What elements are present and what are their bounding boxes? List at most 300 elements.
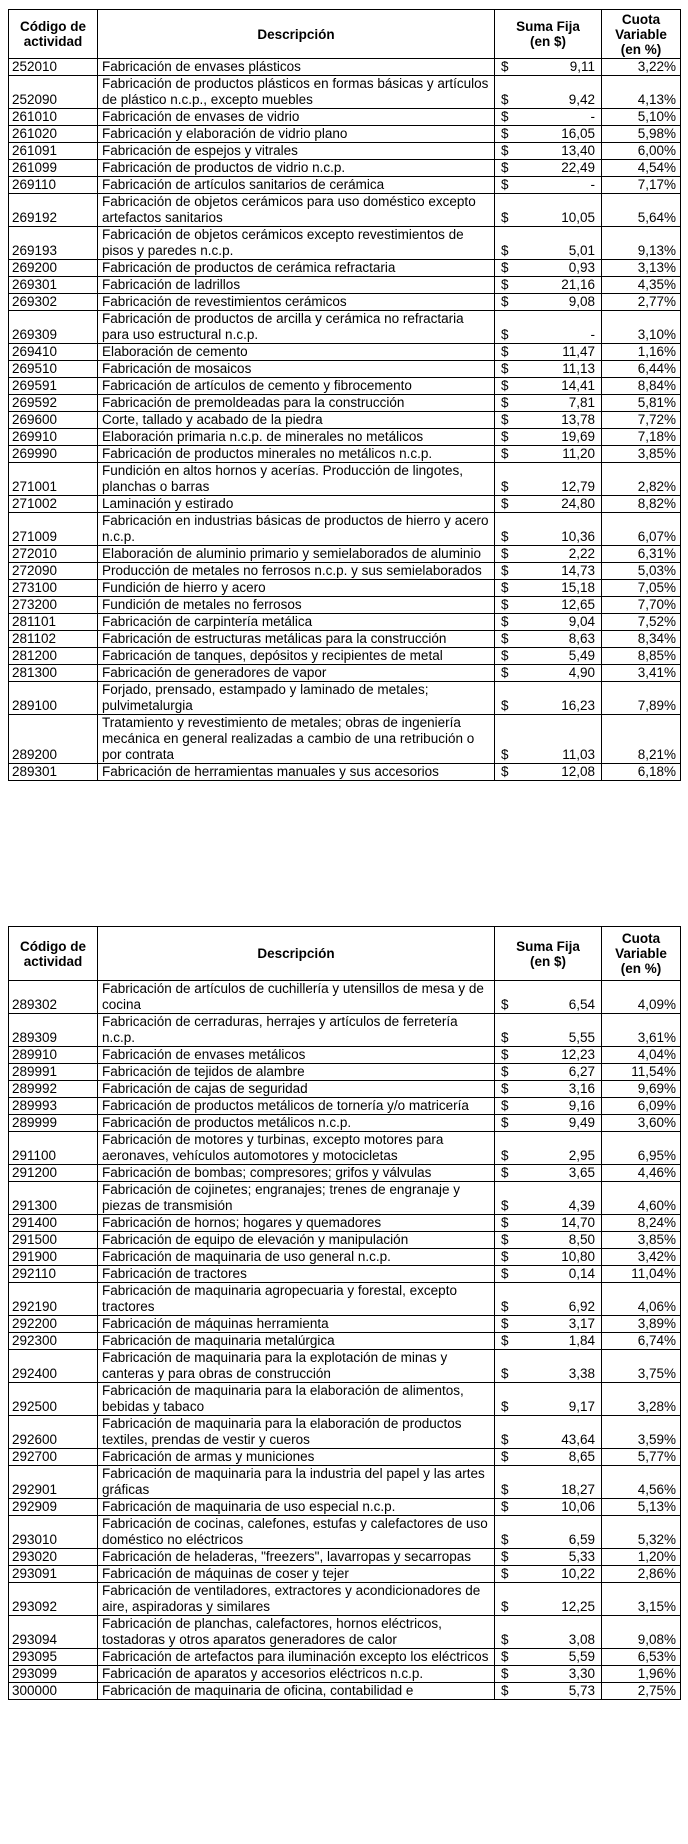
table-row xyxy=(9,1449,681,1466)
fixed-sum-value: 4,90 xyxy=(523,665,602,682)
currency-symbol: $ xyxy=(495,1416,523,1449)
table-row xyxy=(9,1350,681,1383)
table-row xyxy=(9,395,681,412)
activity-description: Fabricación de cojinetes; engranajes; trenes de engranaje y piezas de transmisión xyxy=(98,1182,495,1215)
activity-code: 269200 xyxy=(9,260,98,277)
activity-description: Fabricación de planchas, calefactores, hornos eléctricos, tostadoras y otros aparatos generadores de calor xyxy=(98,1616,495,1649)
currency-symbol: $ xyxy=(495,143,523,160)
activity-description: Fabricación de artefactos para iluminación excepto los eléctricos xyxy=(98,1649,495,1666)
table-row xyxy=(9,1266,681,1283)
activity-code: 269990 xyxy=(9,446,98,463)
activity-code: 252010 xyxy=(9,59,98,76)
activity-code: 289993 xyxy=(9,1098,98,1115)
activity-description: Fabricación de mosaicos xyxy=(98,361,495,378)
activity-description: Fabricación de equipo de elevación y manipulación xyxy=(98,1232,495,1249)
variable-rate-value: 9,69% xyxy=(602,1081,681,1098)
currency-symbol: $ xyxy=(495,1232,523,1249)
variable-rate-value: 2,86% xyxy=(602,1566,681,1583)
activity-code: 273200 xyxy=(9,597,98,614)
currency-symbol: $ xyxy=(495,1266,523,1283)
variable-rate-value: 6,53% xyxy=(602,1649,681,1666)
activity-code: 269192 xyxy=(9,194,98,227)
currency-symbol: $ xyxy=(495,1249,523,1266)
activity-code: 292300 xyxy=(9,1333,98,1350)
currency-symbol: $ xyxy=(495,412,523,429)
activity-description: Fabricación de objetos cerámicos excepto revestimientos de pisos y paredes n.c.p. xyxy=(98,227,495,260)
table-row xyxy=(9,1416,681,1449)
activity-code: 289100 xyxy=(9,682,98,715)
fixed-sum-value: 2,22 xyxy=(523,546,602,563)
currency-symbol: $ xyxy=(495,546,523,563)
activity-description: Fabricación de artículos sanitarios de cerámica xyxy=(98,177,495,194)
table-row xyxy=(9,563,681,580)
table-row xyxy=(9,76,681,109)
fixed-sum-value: 24,80 xyxy=(523,496,602,513)
table-row xyxy=(9,143,681,160)
fixed-sum-value: 18,27 xyxy=(523,1466,602,1499)
fixed-sum-value: 8,63 xyxy=(523,631,602,648)
currency-symbol: $ xyxy=(495,227,523,260)
activity-code: 292400 xyxy=(9,1350,98,1383)
table-row xyxy=(9,311,681,344)
variable-rate-value: 1,96% xyxy=(602,1666,681,1683)
activity-code: 261020 xyxy=(9,126,98,143)
variable-rate-value: 9,13% xyxy=(602,227,681,260)
activity-description: Fundición de metales no ferrosos xyxy=(98,597,495,614)
table-row xyxy=(9,177,681,194)
variable-rate-value: 7,72% xyxy=(602,412,681,429)
currency-symbol: $ xyxy=(495,1616,523,1649)
table-row xyxy=(9,1249,681,1266)
fixed-sum-value: 8,50 xyxy=(523,1232,602,1249)
currency-symbol: $ xyxy=(495,378,523,395)
table-row xyxy=(9,1232,681,1249)
currency-symbol: $ xyxy=(495,580,523,597)
fixed-sum-value: - xyxy=(523,109,602,126)
variable-rate-value: 7,05% xyxy=(602,580,681,597)
variable-rate-value: 3,41% xyxy=(602,665,681,682)
fixed-sum-value: 7,81 xyxy=(523,395,602,412)
table-row xyxy=(9,1115,681,1132)
fixed-sum-value: 10,22 xyxy=(523,1566,602,1583)
currency-symbol: $ xyxy=(495,395,523,412)
currency-symbol: $ xyxy=(495,631,523,648)
variable-rate-value: 7,17% xyxy=(602,177,681,194)
activity-description: Fabricación de maquinaria para la industria del papel y las artes gráficas xyxy=(98,1466,495,1499)
currency-symbol: $ xyxy=(495,109,523,126)
currency-symbol: $ xyxy=(495,1132,523,1165)
currency-symbol: $ xyxy=(495,194,523,227)
activity-description: Fabricación de máquinas herramienta xyxy=(98,1316,495,1333)
activity-description: Fabricación de artículos de cuchillería y utensillos de mesa y de cocina xyxy=(98,981,495,1014)
variable-rate-value: 5,13% xyxy=(602,1499,681,1516)
fixed-sum-value: 11,03 xyxy=(523,715,602,764)
fixed-sum-value: 11,20 xyxy=(523,446,602,463)
table-row xyxy=(9,1215,681,1232)
variable-rate-value: 3,61% xyxy=(602,1014,681,1047)
fixed-sum-value: 9,04 xyxy=(523,614,602,631)
table-row xyxy=(9,1383,681,1416)
activity-code: 289992 xyxy=(9,1081,98,1098)
variable-rate-value: 4,56% xyxy=(602,1466,681,1499)
fixed-sum-value: 15,18 xyxy=(523,580,602,597)
variable-rate-value: 6,00% xyxy=(602,143,681,160)
variable-rate-value: 6,09% xyxy=(602,1098,681,1115)
fixed-sum-value: 9,16 xyxy=(523,1098,602,1115)
fixed-sum-value: 9,42 xyxy=(523,76,602,109)
activity-description: Fabricación de productos metálicos de tornería y/o matricería xyxy=(98,1098,495,1115)
variable-rate-value: 3,13% xyxy=(602,260,681,277)
fixed-sum-value: 9,11 xyxy=(523,59,602,76)
table-row xyxy=(9,614,681,631)
activity-description: Fabricación de maquinaria para la elaboración de productos textiles, prendas de vestir y cueros xyxy=(98,1416,495,1449)
currency-symbol: $ xyxy=(495,1064,523,1081)
table-row xyxy=(9,715,681,764)
variable-rate-value: 3,85% xyxy=(602,1232,681,1249)
currency-symbol: $ xyxy=(495,764,523,781)
activity-code: 271001 xyxy=(9,463,98,496)
table-row xyxy=(9,1333,681,1350)
activity-description: Fabricación de maquinaria de uso general n.c.p. xyxy=(98,1249,495,1266)
fixed-sum-value: 12,08 xyxy=(523,764,602,781)
activity-description: Fabricación de artículos de cemento y fibrocemento xyxy=(98,378,495,395)
currency-symbol: $ xyxy=(495,648,523,665)
table-row xyxy=(9,1666,681,1683)
activity-code: 293091 xyxy=(9,1566,98,1583)
activity-code: 289301 xyxy=(9,764,98,781)
variable-rate-value: 3,85% xyxy=(602,446,681,463)
activity-description: Fabricación de estructuras metálicas para la construcción xyxy=(98,631,495,648)
table-row xyxy=(9,1683,681,1700)
table-row xyxy=(9,1182,681,1215)
activity-description: Fabricación de maquinaria agropecuaria y forestal, excepto tractores xyxy=(98,1283,495,1316)
currency-symbol: $ xyxy=(495,1566,523,1583)
activity-description: Fabricación de motores y turbinas, excepto motores para aeronaves, vehículos automotores y motocicletas xyxy=(98,1132,495,1165)
variable-rate-value: 4,54% xyxy=(602,160,681,177)
fixed-sum-value: 3,38 xyxy=(523,1350,602,1383)
activity-description: Fabricación de envases de vidrio xyxy=(98,109,495,126)
table-row xyxy=(9,429,681,446)
currency-symbol: $ xyxy=(495,665,523,682)
activity-code: 292700 xyxy=(9,1449,98,1466)
activity-description: Fabricación de generadores de vapor xyxy=(98,665,495,682)
header-code: Código de actividad xyxy=(9,927,98,981)
table-row xyxy=(9,1649,681,1666)
activity-code: 289999 xyxy=(9,1115,98,1132)
currency-symbol: $ xyxy=(495,59,523,76)
header-variable-rate: Cuota Variable (en %) xyxy=(602,927,681,981)
variable-rate-value: 7,89% xyxy=(602,682,681,715)
activity-description: Fabricación de tanques, depósitos y recipientes de metal xyxy=(98,648,495,665)
variable-rate-value: 2,75% xyxy=(602,1683,681,1700)
activity-description: Fundición de hierro y acero xyxy=(98,580,495,597)
variable-rate-value: 3,75% xyxy=(602,1350,681,1383)
currency-symbol: $ xyxy=(495,1583,523,1616)
table-row xyxy=(9,1098,681,1115)
activity-description: Fabricación de armas y municiones xyxy=(98,1449,495,1466)
activity-code: 291400 xyxy=(9,1215,98,1232)
activity-description: Fabricación de carpintería metálica xyxy=(98,614,495,631)
activity-description: Fabricación de espejos y vitrales xyxy=(98,143,495,160)
activity-code: 269591 xyxy=(9,378,98,395)
currency-symbol: $ xyxy=(495,1666,523,1683)
variable-rate-value: 5,77% xyxy=(602,1449,681,1466)
activity-code: 292200 xyxy=(9,1316,98,1333)
activity-code: 269301 xyxy=(9,277,98,294)
fixed-sum-value: 12,25 xyxy=(523,1583,602,1616)
currency-symbol: $ xyxy=(495,1449,523,1466)
currency-symbol: $ xyxy=(495,311,523,344)
currency-symbol: $ xyxy=(495,1333,523,1350)
variable-rate-value: 3,10% xyxy=(602,311,681,344)
variable-rate-value: 4,13% xyxy=(602,76,681,109)
currency-symbol: $ xyxy=(495,1047,523,1064)
variable-rate-value: 8,21% xyxy=(602,715,681,764)
variable-rate-value: 8,85% xyxy=(602,648,681,665)
fixed-sum-value: 16,05 xyxy=(523,126,602,143)
fixed-sum-value: 4,39 xyxy=(523,1182,602,1215)
activity-code: 261099 xyxy=(9,160,98,177)
activity-description: Fabricación de cocinas, calefones, estufas y calefactores de uso doméstico no eléctricos xyxy=(98,1516,495,1549)
variable-rate-value: 3,59% xyxy=(602,1416,681,1449)
currency-symbol: $ xyxy=(495,463,523,496)
activity-code: 293095 xyxy=(9,1649,98,1666)
currency-symbol: $ xyxy=(495,496,523,513)
fixed-sum-value: 3,08 xyxy=(523,1616,602,1649)
fixed-sum-value: 14,70 xyxy=(523,1215,602,1232)
activity-description: Corte, tallado y acabado de la piedra xyxy=(98,412,495,429)
variable-rate-value: 5,64% xyxy=(602,194,681,227)
table-row xyxy=(9,1064,681,1081)
table-row xyxy=(9,227,681,260)
activity-description: Fabricación de premoldeadas para la construcción xyxy=(98,395,495,412)
variable-rate-value: 6,07% xyxy=(602,513,681,546)
currency-symbol: $ xyxy=(495,1115,523,1132)
table-row xyxy=(9,194,681,227)
fixed-sum-value: 5,59 xyxy=(523,1649,602,1666)
variable-rate-value: 4,06% xyxy=(602,1283,681,1316)
table-row xyxy=(9,59,681,76)
activity-code: 291300 xyxy=(9,1182,98,1215)
variable-rate-value: 5,98% xyxy=(602,126,681,143)
activity-code: 269193 xyxy=(9,227,98,260)
activity-description: Fabricación de maquinaria de uso especial n.c.p. xyxy=(98,1499,495,1516)
table-row xyxy=(9,981,681,1014)
currency-symbol: $ xyxy=(495,1683,523,1700)
activity-code: 289200 xyxy=(9,715,98,764)
fixed-sum-value: 16,23 xyxy=(523,682,602,715)
variable-rate-value: 3,22% xyxy=(602,59,681,76)
currency-symbol: $ xyxy=(495,126,523,143)
activity-description: Forjado, prensado, estampado y laminado de metales; pulvimetalurgia xyxy=(98,682,495,715)
fixed-sum-value: 9,17 xyxy=(523,1383,602,1416)
variable-rate-value: 5,32% xyxy=(602,1516,681,1549)
activity-description: Fabricación de ventiladores, extractores y acondicionadores de aire, aspiradoras y similares xyxy=(98,1583,495,1616)
table-row xyxy=(9,513,681,546)
activity-code: 261091 xyxy=(9,143,98,160)
variable-rate-value: 8,84% xyxy=(602,378,681,395)
activity-code: 272010 xyxy=(9,546,98,563)
activity-description: Fabricación de ladrillos xyxy=(98,277,495,294)
variable-rate-value: 2,77% xyxy=(602,294,681,311)
activity-description: Fabricación de envases plásticos xyxy=(98,59,495,76)
fixed-sum-value: 19,69 xyxy=(523,429,602,446)
fixed-sum-value: 5,49 xyxy=(523,648,602,665)
activity-code: 291900 xyxy=(9,1249,98,1266)
variable-rate-value: 9,08% xyxy=(602,1616,681,1649)
activity-code: 269302 xyxy=(9,294,98,311)
header-fixed-sum: Suma Fija (en $) xyxy=(495,927,602,981)
activity-code: 271002 xyxy=(9,496,98,513)
currency-symbol: $ xyxy=(495,76,523,109)
currency-symbol: $ xyxy=(495,1014,523,1047)
fixed-sum-value: 9,49 xyxy=(523,1115,602,1132)
currency-symbol: $ xyxy=(495,1383,523,1416)
variable-rate-value: 11,04% xyxy=(602,1266,681,1283)
table-row xyxy=(9,344,681,361)
activity-description: Fabricación de hornos; hogares y quemadores xyxy=(98,1215,495,1232)
activity-code: 289302 xyxy=(9,981,98,1014)
activity-description: Fabricación de maquinaria para la explotación de minas y canteras y para obras de construcción xyxy=(98,1350,495,1383)
table-body xyxy=(9,59,681,781)
activity-description: Fabricación de productos plásticos en formas básicas y artículos de plástico n.c.p., excepto muebles xyxy=(98,76,495,109)
fixed-sum-value: 14,41 xyxy=(523,378,602,395)
fixed-sum-value: 2,95 xyxy=(523,1132,602,1165)
activity-description: Fabricación de maquinaria para la elaboración de alimentos, bebidas y tabaco xyxy=(98,1383,495,1416)
currency-symbol: $ xyxy=(495,260,523,277)
table-row xyxy=(9,1616,681,1649)
variable-rate-value: 3,28% xyxy=(602,1383,681,1416)
currency-symbol: $ xyxy=(495,1466,523,1499)
activity-description: Elaboración primaria n.c.p. de minerales no metálicos xyxy=(98,429,495,446)
activity-code: 293094 xyxy=(9,1616,98,1649)
table-row xyxy=(9,1466,681,1499)
table-row xyxy=(9,260,681,277)
activity-description: Tratamiento y revestimiento de metales; obras de ingeniería mecánica en general realizadas a cambio de una retribución o por contrata xyxy=(98,715,495,764)
currency-symbol: $ xyxy=(495,682,523,715)
fixed-sum-value: 3,17 xyxy=(523,1316,602,1333)
fixed-sum-value: 3,30 xyxy=(523,1666,602,1683)
activity-description: Elaboración de cemento xyxy=(98,344,495,361)
fixed-sum-value: 6,92 xyxy=(523,1283,602,1316)
table-row xyxy=(9,648,681,665)
header-code: Código de actividad xyxy=(9,10,98,59)
currency-symbol: $ xyxy=(495,981,523,1014)
currency-symbol: $ xyxy=(495,177,523,194)
fixed-sum-value: 11,13 xyxy=(523,361,602,378)
table-row xyxy=(9,1165,681,1182)
fixed-sum-value: 1,84 xyxy=(523,1333,602,1350)
activity-code: 261010 xyxy=(9,109,98,126)
activity-code: 269309 xyxy=(9,311,98,344)
activity-code: 289309 xyxy=(9,1014,98,1047)
activity-code: 289910 xyxy=(9,1047,98,1064)
table-row xyxy=(9,446,681,463)
table-row xyxy=(9,294,681,311)
header-fixed-sum: Suma Fija (en $) xyxy=(495,10,602,59)
table-row xyxy=(9,682,681,715)
variable-rate-value: 6,31% xyxy=(602,546,681,563)
variable-rate-value: 1,20% xyxy=(602,1549,681,1566)
currency-symbol: $ xyxy=(495,1283,523,1316)
fixed-sum-value: 10,80 xyxy=(523,1249,602,1266)
fixed-sum-value: 11,47 xyxy=(523,344,602,361)
fixed-sum-value: 14,73 xyxy=(523,563,602,580)
fixed-sum-value: 12,65 xyxy=(523,597,602,614)
activity-description: Fabricación de productos minerales no metálicos n.c.p. xyxy=(98,446,495,463)
activity-description: Fabricación de tejidos de alambre xyxy=(98,1064,495,1081)
header-variable-rate: Cuota Variable (en %) xyxy=(602,10,681,59)
activity-code: 291500 xyxy=(9,1232,98,1249)
fixed-sum-value: 6,54 xyxy=(523,981,602,1014)
variable-rate-value: 3,15% xyxy=(602,1583,681,1616)
table-row xyxy=(9,1283,681,1316)
currency-symbol: $ xyxy=(495,1081,523,1098)
variable-rate-value: 8,82% xyxy=(602,496,681,513)
table-row xyxy=(9,277,681,294)
table-row xyxy=(9,412,681,429)
variable-rate-value: 8,24% xyxy=(602,1215,681,1232)
variable-rate-value: 5,03% xyxy=(602,563,681,580)
variable-rate-value: 4,60% xyxy=(602,1182,681,1215)
table-row xyxy=(9,1549,681,1566)
currency-symbol: $ xyxy=(495,1098,523,1115)
activity-code: 281200 xyxy=(9,648,98,665)
activity-description: Fabricación de envases metálicos xyxy=(98,1047,495,1064)
table-row xyxy=(9,631,681,648)
currency-symbol: $ xyxy=(495,277,523,294)
table-row xyxy=(9,546,681,563)
activity-description: Fabricación de revestimientos cerámicos xyxy=(98,294,495,311)
fixed-sum-value: 0,14 xyxy=(523,1266,602,1283)
table-row xyxy=(9,1316,681,1333)
variable-rate-value: 2,82% xyxy=(602,463,681,496)
header-description: Descripción xyxy=(98,10,495,59)
currency-symbol: $ xyxy=(495,1516,523,1549)
fixed-sum-value: - xyxy=(523,177,602,194)
fixed-sum-value: 0,93 xyxy=(523,260,602,277)
activity-description: Fabricación de bombas; compresores; grifos y válvulas xyxy=(98,1165,495,1182)
activity-code: 291200 xyxy=(9,1165,98,1182)
variable-rate-value: 6,44% xyxy=(602,361,681,378)
table-row xyxy=(9,597,681,614)
variable-rate-value: 5,10% xyxy=(602,109,681,126)
table-row xyxy=(9,1583,681,1616)
currency-symbol: $ xyxy=(495,1215,523,1232)
variable-rate-value: 1,16% xyxy=(602,344,681,361)
activity-description: Fabricación de maquinaria de oficina, contabilidad e xyxy=(98,1683,495,1700)
fixed-sum-value: 12,79 xyxy=(523,463,602,496)
activity-description: Fabricación en industrias básicas de productos de hierro y acero n.c.p. xyxy=(98,513,495,546)
currency-symbol: $ xyxy=(495,446,523,463)
table-row xyxy=(9,665,681,682)
table-row xyxy=(9,160,681,177)
currency-symbol: $ xyxy=(495,597,523,614)
activity-description: Fabricación de maquinaria metalúrgica xyxy=(98,1333,495,1350)
variable-rate-value: 3,60% xyxy=(602,1115,681,1132)
activity-code: 252090 xyxy=(9,76,98,109)
table-row xyxy=(9,764,681,781)
fixed-sum-value: 5,01 xyxy=(523,227,602,260)
activity-description: Fabricación de aparatos y accesorios eléctricos n.c.p. xyxy=(98,1666,495,1683)
fixed-sum-value: 6,59 xyxy=(523,1516,602,1549)
fixed-sum-value: 10,06 xyxy=(523,1499,602,1516)
currency-symbol: $ xyxy=(495,614,523,631)
fixed-sum-value: 3,16 xyxy=(523,1081,602,1098)
currency-symbol: $ xyxy=(495,1549,523,1566)
variable-rate-value: 4,35% xyxy=(602,277,681,294)
currency-symbol: $ xyxy=(495,1350,523,1383)
